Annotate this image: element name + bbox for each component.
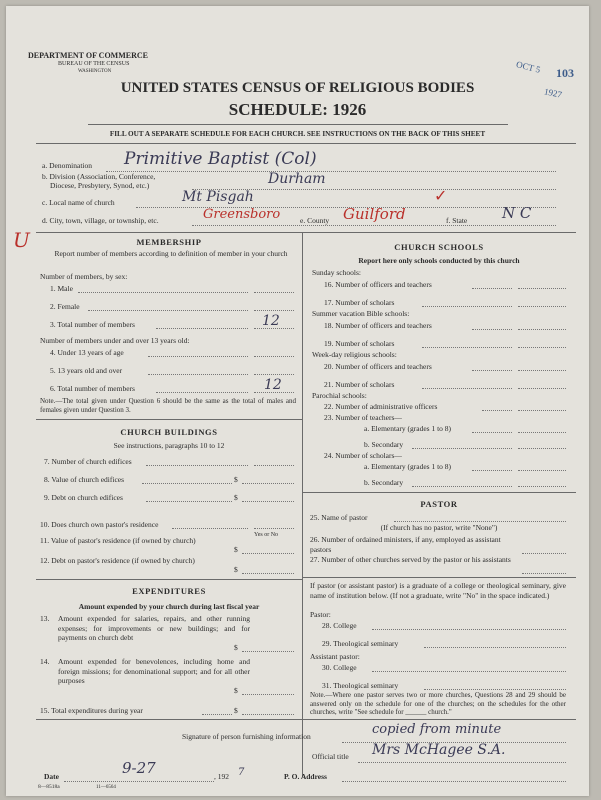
state-value: N C	[502, 204, 532, 222]
margin-mark: U	[13, 228, 30, 252]
membership-intro: Report number of members according to definition of member in your church	[54, 249, 288, 258]
year-value: 7	[238, 767, 245, 778]
vacation-schools-label: Summer vacation Bible schools:	[312, 309, 410, 318]
division-value: Durham	[268, 171, 326, 187]
census-schedule-sheet: DEPARTMENT OF COMMERCE BUREAU OF THE CENSUS WASHINGTON UNITED STATES CENSUS OF RELIGIOUS BODIES SCHEDULE: 1926 OCT 5 103 1927 FILL OUT A SEPARATE SCHEDULE FOR EACH CHURCH. SEE INSTRUCTIONS ON THE BACK OF THIS SHEET a. Denomination Primitive Baptist (Col) b. Division (Association, Conference, Diocese, Presbytery, Synod, etc.) Durham c. Local name of church Mt Pisgah d. City, town, village, or township, etc. Greensboro e. County Guilford ✓ f. State N C U MEMBERSHIP Report number of members according to definition of member in your church Number of members, by sex: 1. Male 2. Female 3. Total number of members 12 Number of members under and over 13 years old: 4. Under 13 years of age 5. 13 years old and over 6. Total number of members 12 Note.—The total given under Question 6 should be the same as the total of males and females given under Question 3. CHURCH BUILDINGS See instructions, paragraphs 10 to 12 7. Number of church edifices 8. Value of church edifices $ 9. Debt on church edifices $ 10. Does church own pastor's residence Yes or No 11. Value of pastor's residence (if owned by church) $ 12. Debt on pastor's residence (if owned by church) $ EXPENDITURES Amount expended by your church during last fiscal year 13. Amount expended for salaries, repairs, and other running expenses; for improvements or new buildings; and for payments on church debt $ 14. Amount expended for benevolences, including home and foreign missions; for denominational support; and for all other purposes $ 15. Total expenditures during year $ CHURCH SCHOOLS Report here only schools conducted by this church Sunday schools: 16. Number of officers and teachers 17. Number of scholars Summer vacation Bible schools: 18. Number of officers and teachers 19. Number of scholars Week-day religious schools: 20. Number of officers and teachers 21. Number of scholars Parochial schools: 22. Number of administrative officers 23. Number of teachers— a. Elementary (grades 1 to 8) b. Secondary 24. Number of scholars— a. Elementary (grades 1 to 8) b. Secondary PASTOR 25. Name of pastor (If church has no pastor, write "None") 26. Number of ordained ministers, if any, employed as assistant pastors 27. Number of other churches served by the pastor or his assistants If pastor (or assistant pastor) is a graduate of a college or theological seminary, give name of institution below. (If not a graduate, write "No" in the space indicated.) Pastor: 28. College 29. Theological seminary Assistant pastor: 30. College 31. Theological seminary Note.—Where one pastor serves two or more churches, Questions 28 and 29 should be answered only on the schedule for one of the churches; on the schedules for the other churches, write "See schedule for ______ church." Signature of person furnishing information copied from minute Official title Mrs McHagee S.A. Date 9-27 , 192 7 P. O. Address 8—8518a 11—6564	[6, 6, 589, 796]
expenditures-subtitle: Amount expended by your church during last fiscal year	[78, 602, 260, 611]
denomination-value: Primitive Baptist (Col)	[124, 149, 317, 169]
form-title: UNITED STATES CENSUS OF RELIGIOUS BODIES	[120, 80, 475, 96]
local-name-label: c. Local name of church	[42, 198, 115, 207]
buildings-subtitle: See instructions, paragraphs 10 to 12	[113, 441, 225, 450]
instruction-line: FILL OUT A SEPARATE SCHEDULE FOR EACH CHURCH. SEE INSTRUCTIONS ON THE BACK OF THIS SHEET	[109, 130, 486, 138]
q25-note: (If church has no pastor, write "None")	[380, 523, 498, 532]
q26-assistant-ministers: 26. Number of ordained ministers, if any, employed as assistant pastors	[310, 535, 501, 554]
stamp-number: 103	[556, 66, 574, 80]
q22: 22. Number of administrative officers	[324, 402, 438, 411]
pastor-note: Note.—Where one pastor serves two or more churches, Questions 28 and 29 should be answered only on the schedule for one of the churches; on the schedules for the other churches, write "See schedule for ______ church."	[310, 691, 566, 717]
weekday-schools-label: Week-day religious schools:	[312, 350, 397, 359]
check-mark: ✓	[434, 188, 448, 205]
pastor-label: Pastor:	[310, 610, 331, 619]
official-title-label: Official title	[312, 752, 349, 761]
q19: 19. Number of scholars	[324, 339, 395, 348]
signature-value: copied from minute	[372, 722, 502, 737]
sunday-schools-label: Sunday schools:	[312, 268, 361, 277]
pastor-title: PASTOR	[420, 499, 458, 509]
q10-owns-residence: 10. Does church own pastor's residence	[40, 520, 159, 529]
assistant-pastor-label: Assistant pastor:	[310, 652, 360, 661]
po-address-label: P. O. Address	[284, 772, 327, 781]
signature-label: Signature of person furnishing information	[182, 732, 311, 741]
q28-college: 28. College	[322, 621, 357, 630]
membership-note: Note.—The total given under Question 6 should be the same as the total of males and females given under Question 3.	[40, 397, 296, 414]
buildings-title: CHURCH BUILDINGS	[120, 427, 218, 437]
q20: 20. Number of officers and teachers	[324, 362, 432, 371]
q12-debt-residence: 12. Debt on pastor's residence (if owned by church)	[40, 556, 195, 565]
age-header: Number of members under and over 13 years old:	[40, 336, 190, 345]
q24: 24. Number of scholars—	[324, 451, 402, 460]
q23b: b. Secondary	[364, 440, 404, 449]
q15-total-expenditures: 15. Total expenditures during year	[40, 706, 143, 715]
q4-under-13: 4. Under 13 years of age	[50, 348, 124, 357]
q6-value: 12	[264, 377, 282, 393]
q16: 16. Number of officers and teachers	[324, 280, 432, 289]
q6-total: 6. Total number of members	[50, 384, 135, 393]
official-title-value: Mrs McHagee S.A.	[372, 742, 506, 758]
county-value: Guilford	[343, 205, 406, 223]
q9-debt-edifices: 9. Debt on church edifices	[44, 493, 123, 502]
expenditures-title: EXPENDITURES	[132, 586, 206, 596]
q23: 23. Number of teachers—	[324, 413, 402, 422]
section-top-rule	[36, 232, 576, 233]
q23a: a. Elementary (grades 1 to 8)	[364, 424, 452, 433]
q29-seminary: 29. Theological seminary	[322, 639, 399, 648]
q5-over-13: 5. 13 years old and over	[50, 366, 123, 375]
denomination-label: a. Denomination	[42, 161, 92, 170]
received-stamp-year: 1927	[543, 86, 563, 100]
schools-title: CHURCH SCHOOLS	[394, 242, 484, 252]
graduate-instructions: If pastor (or assistant pastor) is a graduate of a college or theological seminary, give name of institution below. (If not a graduate, write "No" in the space indicated.)	[310, 581, 566, 600]
q8-value-edifices: 8. Value of church edifices	[44, 475, 125, 484]
footer-rule	[36, 719, 576, 720]
received-stamp-date: OCT 5	[515, 59, 542, 75]
bureau-label: BUREAU OF THE CENSUS	[58, 61, 130, 67]
print-number: 11—6564	[96, 785, 116, 790]
q30-college: 30. College	[322, 663, 357, 672]
membership-title: MEMBERSHIP	[136, 237, 202, 247]
schools-subtitle: Report here only schools conducted by this church	[358, 256, 520, 265]
q3-total: 3. Total number of members	[50, 320, 135, 329]
date-label: Date	[44, 772, 59, 781]
q24a: a. Elementary (grades 1 to 8)	[364, 462, 452, 471]
q1-male: 1. Male	[50, 284, 73, 293]
title-rule	[88, 124, 508, 125]
year-prefix: , 192	[214, 772, 229, 781]
members-by-sex-label: Number of members, by sex:	[40, 272, 128, 281]
q3-value: 12	[262, 313, 280, 329]
q11-value-residence: 11. Value of pastor's residence (if owned by church)	[40, 536, 196, 545]
city-value: Greensboro	[203, 207, 281, 222]
schedule-title: SCHEDULE: 1926	[228, 100, 367, 119]
q21: 21. Number of scholars	[324, 380, 395, 389]
q14-benevolences: Amount expended for benevolences, including home and foreign missions; for denominational support; and for all other purposes	[58, 657, 250, 686]
q18: 18. Number of officers and teachers	[324, 321, 432, 330]
q24b: b. Secondary	[364, 478, 404, 487]
q13-running-expenses: Amount expended for salaries, repairs, and other running expenses; for improvements or new buildings; and for payments on church debt	[58, 614, 250, 643]
q7-edifices: 7. Number of church edifices	[44, 457, 132, 466]
division-label-2: Diocese, Presbytery, Synod, etc.)	[50, 181, 150, 190]
yes-no-label: Yes or No	[254, 532, 279, 538]
department-label: DEPARTMENT OF COMMERCE	[28, 51, 149, 60]
parochial-schools-label: Parochial schools:	[312, 391, 367, 400]
date-value: 9-27	[122, 759, 156, 777]
form-number: 8—8518a	[38, 784, 60, 790]
city-label: d. City, town, village, or township, etc.	[42, 216, 159, 225]
division-label: b. Division (Association, Conference,	[42, 172, 156, 181]
city-label: WASHINGTON	[78, 69, 112, 74]
q31-seminary: 31. Theological seminary	[322, 681, 399, 690]
q2-female: 2. Female	[50, 302, 80, 311]
county-label: e. County	[300, 216, 330, 225]
local-name-value: Mt Pisgah	[182, 189, 254, 205]
instruction-rule	[36, 143, 576, 144]
state-label: f. State	[446, 216, 468, 225]
q17: 17. Number of scholars	[324, 298, 395, 307]
q25-pastor-name: 25. Name of pastor	[310, 513, 368, 522]
q27-other-churches: 27. Number of other churches served by the pastor or his assistants	[310, 555, 511, 564]
